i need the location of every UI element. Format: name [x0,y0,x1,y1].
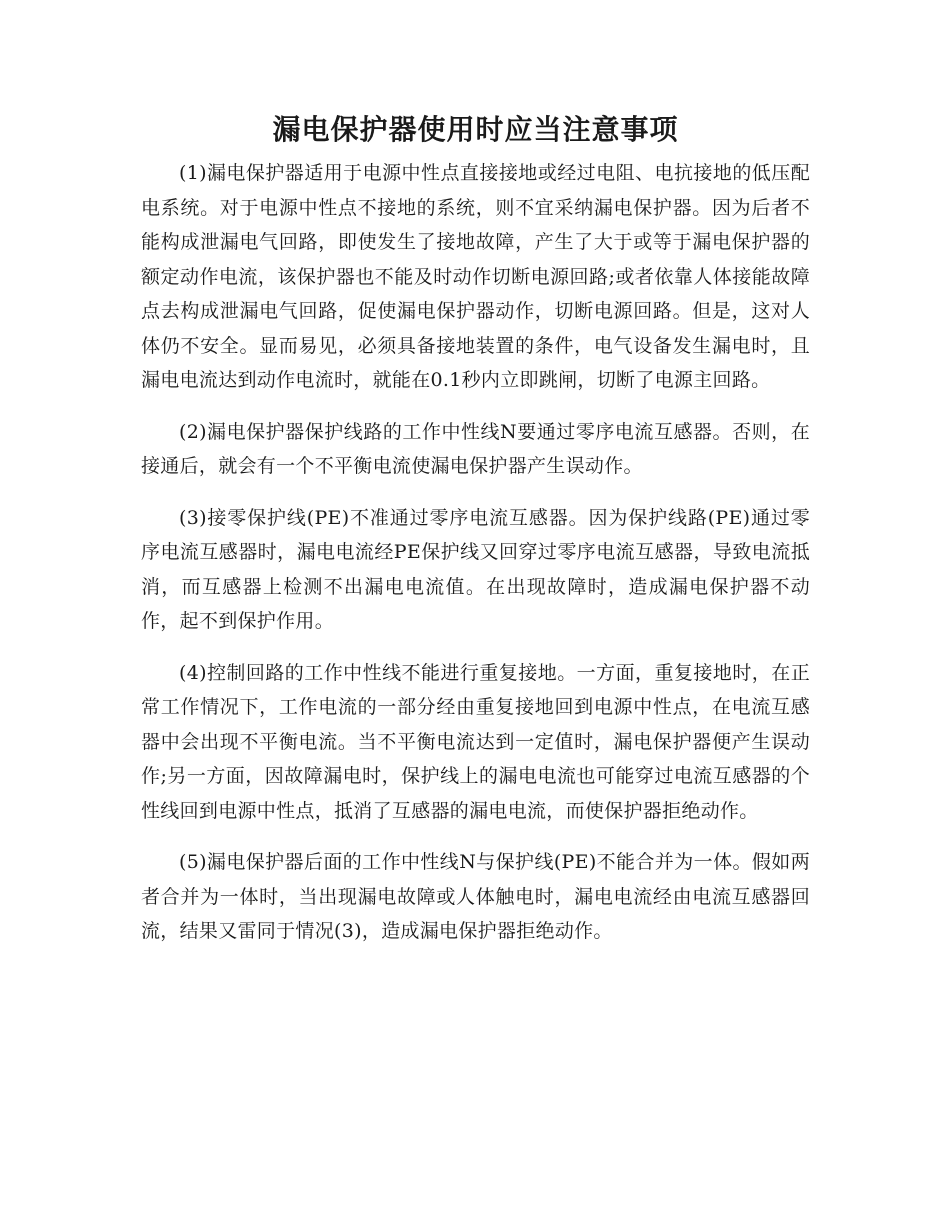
paragraph-4: (4)控制回路的工作中性线不能进行重复接地。一方面，重复接地时，在正常工作情况下，工作电流的一部分经由重复接地回到电源中性点，在电流互感器中会出现不平衡电流。当不平衡电流达到一定值时，漏电保护器便产生误动作;另一方面，因故障漏电时，保护线上的漏电电流也可能穿过电流互感器的个性线回到电源中性点，抵消了互感器的漏电电流，而使保护器拒绝动作。 [141,661,810,822]
paragraph-1: (1)漏电保护器适用于电源中性点直接接地或经过电阻、电抗接地的低压配电系统。对于电源中性点不接地的系统，则不宜采纳漏电保护器。因为后者不能构成泄漏电气回路，即使发生了接地故障，产生了大于或等于漏电保护器的额定动作电流，该保护器也不能及时动作切断电源回路;或者依靠人体接能故障点去构成泄漏电气回路，促使漏电保护器动作，切断电源回路。但是，这对人体仍不安全。显而易见，必须具备接地装置的条件，电气设备发生漏电时，且漏电电流达到动作电流时，就能在0.1秒内立即跳闸，切断了电源主回路。 [141,162,810,391]
paragraph-5: (5)漏电保护器后面的工作中性线N与保护线(PE)不能合并为一体。假如两者合并为一体时，当出现漏电故障或人体触电时，漏电电流经由电流互感器回流，结果又雷同于情况(3)，造成漏电保护器拒绝动作。 [141,851,810,942]
paragraph-3: (3)接零保护线(PE)不准通过零序电流互感器。因为保护线路(PE)通过零序电流互感器时，漏电电流经PE保护线又回穿过零序电流互感器，导致电流抵消，而互感器上检测不出漏电电流值。在出现故障时，造成漏电保护器不动作，起不到保护作用。 [141,506,810,632]
paragraph-2: (2)漏电保护器保护线路的工作中性线N要通过零序电流互感器。否则，在接通后，就会有一个不平衡电流使漏电保护器产生误动作。 [141,420,810,477]
page-title: 漏电保护器使用时应当注意事项 [272,113,679,146]
